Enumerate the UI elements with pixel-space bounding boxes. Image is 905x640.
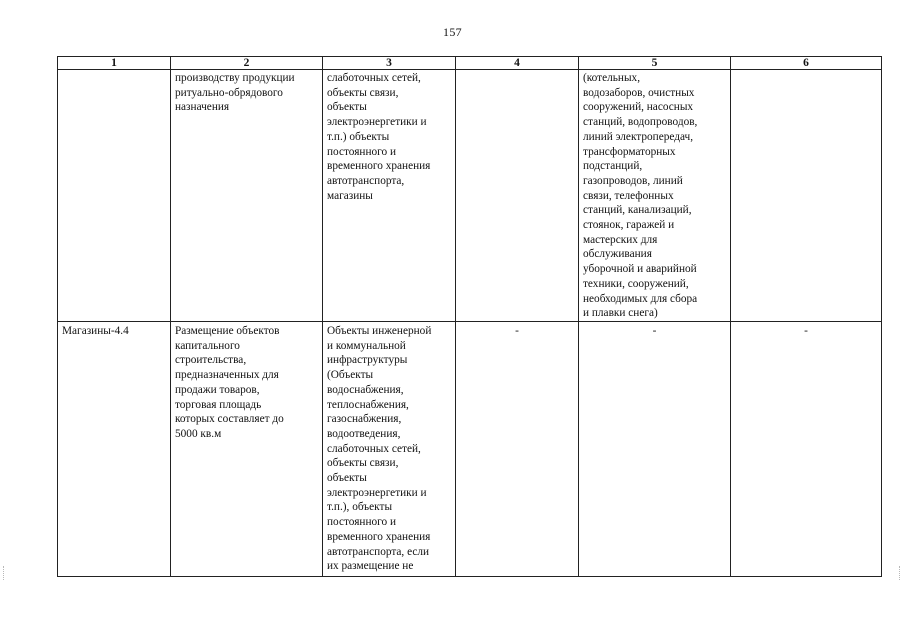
crop-mark-right — [899, 566, 901, 580]
column-header-2: 2 — [171, 57, 323, 70]
header-row — [58, 57, 882, 70]
table-row — [58, 70, 882, 322]
page-number: 157 — [443, 25, 462, 39]
cell-text: слаботочных сетей, объекты связи, объекты электроэнергетики и т.п.) объекты постоянного и временного хранения автотранспорта, магазины — [327, 72, 431, 202]
table-cell-col5 — [579, 322, 731, 577]
cell-text: - — [804, 325, 808, 337]
table-cell-auxiliary-uses — [323, 322, 456, 577]
table-cell-description — [171, 322, 323, 577]
table-body — [58, 70, 882, 577]
table-cell-col6 — [731, 70, 882, 322]
table-cell-col6 — [731, 322, 882, 577]
table-cell-col4 — [456, 70, 579, 322]
column-header-1: 1 — [58, 57, 171, 70]
column-header-4: 4 — [456, 57, 579, 70]
cell-text: Магазины-4.4 — [62, 325, 129, 337]
column-header-5: 5 — [579, 57, 731, 70]
regulations-table — [57, 56, 882, 577]
cell-text: производству продукции ритуально-обрядового назначения — [175, 72, 295, 114]
crop-mark-left — [3, 566, 5, 580]
table-header — [58, 57, 882, 70]
table-cell-description — [171, 70, 323, 322]
cell-text: - — [515, 325, 519, 337]
cell-text: - — [652, 325, 657, 337]
table-cell-auxiliary-uses — [323, 70, 456, 322]
column-header-3: 3 — [323, 57, 456, 70]
cell-text: Объекты инженерной и коммунальной инфраструктуры (Объекты водоснабжения, теплоснабжения, газоснабжения, водоотведения, слаботочных сетей, объекты связи, объекты электроэнергетики и т.п.), объекты постоянного и временного хранения автотранспорта, если их размещение не — [327, 325, 432, 573]
table-cell-col5 — [579, 70, 731, 322]
table-row — [58, 322, 882, 577]
column-header-6: 6 — [731, 57, 882, 70]
cell-text: (котельных, водозаборов, очистных сооружений, насосных станций, водопроводов, линий электропередач, трансформаторных подстанций, газопроводов, линий связи, телефонных станций, канализаций, стоянок, гаражей и мастерских для обслуживания уборочной и аварийной техники, сооружений, необходимых для сбора и плавки снега) — [583, 72, 698, 320]
table-cell-name — [58, 70, 171, 322]
table-cell-name — [58, 322, 171, 577]
cell-text: Размещение объектов капитального строительства, предназначенных для продажи товаров, торговая площадь которых составляет до 5000 кв.м — [175, 325, 284, 440]
table-cell-col4 — [456, 322, 579, 577]
